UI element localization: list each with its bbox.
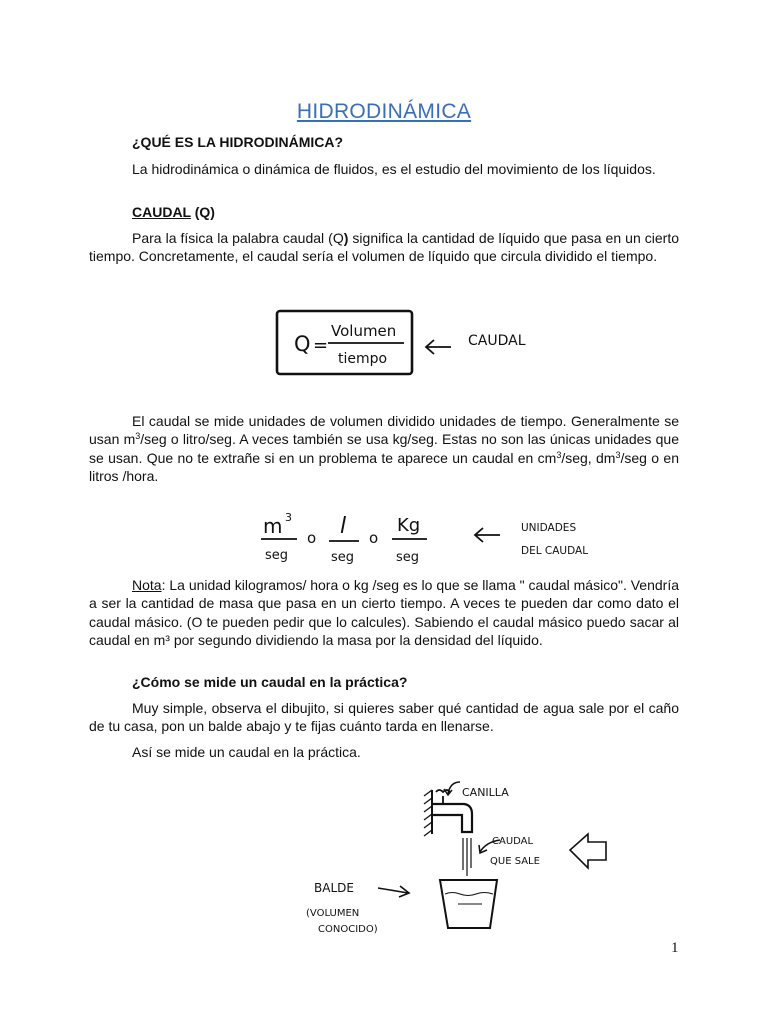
- heading-practice: ¿Cómo se mide un caudal en la práctica?: [132, 674, 408, 690]
- label-volumen-line1: (VOLUMEN: [306, 908, 360, 919]
- paragraph-nota: [89, 576, 679, 649]
- unit-m-numerator: m: [263, 514, 283, 538]
- formula-equals: =: [313, 335, 329, 356]
- formula-arrow-label: CAUDAL: [468, 333, 526, 349]
- paragraph-closing: Así se mide un caudal en la práctica.: [132, 744, 361, 760]
- nota-text: : La unidad kilogramos/ hora o kg /seg es lo que se llama " caudal másico". Vendría a ser la cantidad de masa que pasa en un cierto tiempo. A veces te pueden dar como dato el caudal másico. (O te pueden pedir que lo calcules). Sabiendo el caudal másico puedo sacar al caudal en m³ por segundo dividiendo la masa por la densidad del líquido.: [89, 577, 679, 648]
- heading-caudal-symbol: (Q): [190, 204, 215, 220]
- units-sup-1: 3: [135, 431, 141, 442]
- unit-or-1: o: [307, 529, 317, 547]
- label-volumen-line2: CONOCIDO): [318, 924, 378, 935]
- bucket-water-line: [445, 893, 493, 896]
- unit-m-denominator: seg: [265, 548, 289, 563]
- formula-denominator: tiempo: [338, 351, 388, 367]
- unit-kg-numerator: Kg: [397, 515, 421, 536]
- units-label-line2: DEL CAUDAL: [521, 545, 589, 557]
- heading-que-es: ¿QUÉ ES LA HIDRODINÁMICA?: [132, 134, 344, 150]
- pointer-arrow-icon: [570, 834, 606, 868]
- paragraph-practice: Muy simple, observa el dibujito, si quieres saber qué cantidad de agua sale por el caño de tu casa, pon un balde abajo y te fijas cuánto tarda en llenarse.: [89, 700, 679, 735]
- label-balde: BALDE: [314, 881, 354, 895]
- units-sup-2: 3: [556, 449, 562, 460]
- caudal-formula-figure: [268, 303, 530, 383]
- unit-kg-denominator: seg: [396, 550, 420, 565]
- label-caudal-line2: QUE SALE: [490, 856, 540, 867]
- caudal-text-b: significa la cantidad de líquido que pasa en un cierto tiempo. Concretamente, el caudal sería el volumen de líquido que circula dividido el tiempo.: [89, 230, 679, 265]
- paragraph-units: [89, 412, 679, 485]
- water-stream-icon: [463, 838, 471, 876]
- unit-or-2: o: [369, 529, 379, 547]
- unit-m-superscript: 3: [285, 511, 292, 524]
- heading-caudal-word: CAUDAL: [132, 204, 191, 220]
- units-text-2: /seg o litro/seg. A veces también se usa kg/seg. Estas no son las únicas unidades que se usan. Que no te extrañe si en un problema te aparece un caudal en cm: [89, 431, 679, 466]
- paragraph-definition: La hidrodinámica o dinámica de fluidos, es el estudio del movimiento de los líquidos.: [132, 161, 656, 177]
- units-figure: [255, 505, 600, 575]
- heading-caudal: [132, 204, 215, 220]
- units-text-4: /seg o en litros /hora.: [89, 449, 679, 484]
- units-text-3: /seg, dm: [561, 449, 616, 466]
- caudal-text-bold: ): [343, 230, 349, 246]
- unit-l-denominator: seg: [331, 550, 355, 565]
- label-caudal-line1: CAUDAL: [492, 836, 534, 847]
- paragraph-caudal: [89, 229, 679, 266]
- units-label-line1: UNIDADES: [521, 522, 577, 534]
- page-title: HIDRODINÁMICA: [296, 100, 472, 123]
- wall-icon: [424, 790, 432, 836]
- unit-l-numerator: l: [340, 514, 347, 539]
- label-canilla: CANILLA: [462, 786, 509, 799]
- formula-q: Q: [294, 332, 311, 356]
- page-number: 1: [671, 940, 679, 956]
- nota-label: Nota: [132, 577, 162, 593]
- units-sup-3: 3: [615, 449, 621, 460]
- faucet-figure: [300, 768, 612, 940]
- faucet-icon: [432, 804, 472, 832]
- formula-numerator: Volumen: [331, 322, 397, 340]
- caudal-text-a: Para la física la palabra caudal (Q: [132, 230, 344, 246]
- units-text-1: El caudal se mide unidades de volumen dividido unidades de tiempo. Generalmente se usan m: [89, 413, 679, 448]
